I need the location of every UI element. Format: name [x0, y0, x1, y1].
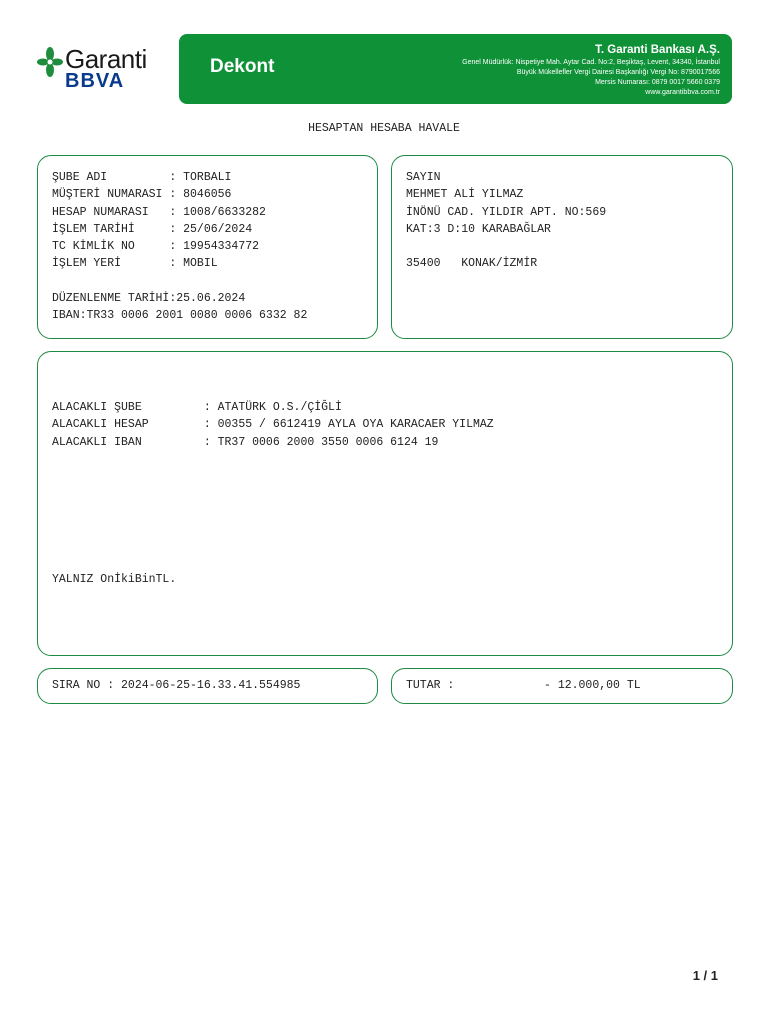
bank-mersis: Mersis Numarası: 0879 0017 5660 0379: [595, 79, 720, 86]
bank-name: T. Garanti Bankası A.Ş.: [595, 44, 720, 56]
creditor-branch-line: ALACAKLI ŞUBE : ATATÜRK O.S./ÇİĞLİ: [52, 401, 342, 414]
recipient-address-box: [391, 155, 733, 339]
salutation-line: SAYIN: [406, 171, 441, 184]
header-banner: [179, 34, 732, 104]
amount-in-words: YALNIZ OnİkiBinTL.: [52, 573, 177, 586]
issue-date-line: DÜZENLENME TARİHİ:25.06.2024: [52, 292, 246, 306]
address-line-1: İNÖNÜ CAD. YILDIR APT. NO:569: [406, 205, 607, 219]
blank-line: [406, 238, 606, 255]
sequence-number: SIRA NO : 2024-06-25-16.33.41.554985: [52, 679, 301, 692]
transaction-date-line: İŞLEM TARİHİ : 25/06/2024: [52, 222, 253, 236]
customer-number-line: MÜŞTERİ NUMARASI : 8046056: [52, 188, 232, 202]
garanti-logo: [37, 44, 152, 94]
bank-website: www.garantibbva.com.tr: [645, 89, 720, 96]
page-number: 1 / 1: [692, 968, 718, 983]
account-info-box: [37, 155, 378, 339]
bank-info: [462, 43, 720, 98]
document-title: HESAPTAN HESABA HAVALE: [308, 122, 460, 135]
transfer-lines: [52, 399, 494, 451]
sequence-number-box: [37, 668, 378, 704]
logo-text: Garanti: [65, 44, 147, 74]
account-number-line: HESAP NUMARASI : 1008/6633282: [52, 205, 266, 219]
clover-logo-icon: [37, 46, 63, 78]
bank-address: Genel Müdürlük: Nispetiye Mah. Aytar Cad. No:2, Beşiktaş, Levent, 34340, İstanbul: [462, 59, 720, 66]
address-line-2: KAT:3 D:10 KARABAĞLAR: [406, 222, 551, 236]
transaction-place-line: İŞLEM YERİ : MOBIL: [52, 257, 218, 271]
creditor-iban-line: ALACAKLI IBAN : TR37 0006 2000 3550 0006 6124 19: [52, 435, 439, 449]
blank-line: [52, 273, 307, 290]
recipient-lines: [406, 169, 606, 273]
account-info-lines: [52, 169, 307, 325]
postal-city-line: 35400 KONAK/İZMİR: [406, 257, 538, 271]
total-amount: TUTAR : - 12.000,00 TL: [406, 679, 641, 692]
tc-id-line: TC KİMLİK NO : 19954334772: [52, 240, 260, 254]
iban-line: IBAN:TR33 0006 2001 0080 0006 6332 82: [52, 309, 308, 323]
logo-subtext: BBVA: [65, 70, 125, 92]
creditor-account-line: ALACAKLI HESAP : 00355 / 6612419 AYLA OYA KARACAER YILMAZ: [52, 418, 494, 432]
bank-tax-info: Büyük Mükellefler Vergi Dairesi Başkanlığı Vergi No: 8790017566: [516, 69, 720, 76]
amount-box: [391, 668, 733, 704]
transfer-details-box: [37, 351, 733, 656]
branch-name-line: ŞUBE ADI : TORBALI: [52, 171, 232, 184]
banner-title: Dekont: [210, 56, 275, 77]
recipient-name-line: MEHMET ALİ YILMAZ: [406, 188, 524, 202]
